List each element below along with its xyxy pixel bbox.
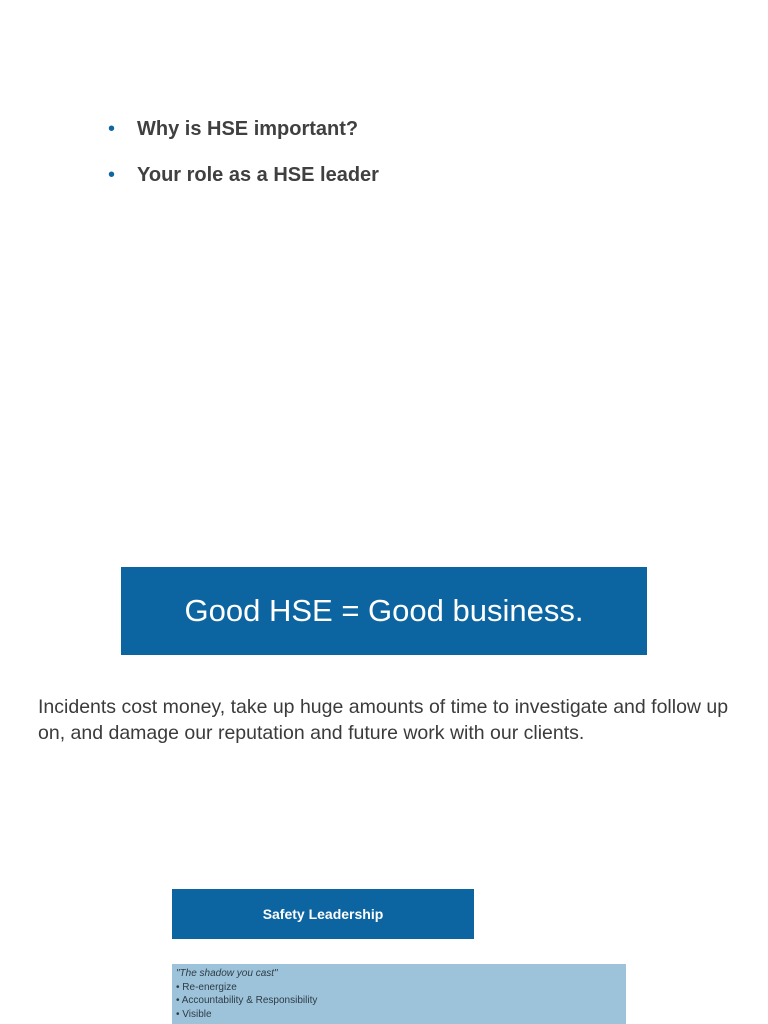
agenda-list (108, 116, 379, 208)
agenda-item-label: Your role as a HSE leader (137, 164, 379, 186)
shadow-item-visible: • Visible (176, 1008, 212, 1020)
agenda-item-why-hse (108, 116, 379, 142)
hse-banner-text: Good HSE = Good business. (184, 593, 584, 628)
safety-leadership-title: Safety Leadership (262, 906, 384, 922)
agenda-item-label: Why is HSE important? (137, 118, 359, 140)
bullet-icon: • (108, 118, 116, 140)
safety-leadership-header (172, 889, 474, 939)
hse-banner (121, 567, 647, 655)
shadow-item-re-energize: • Re-energize (176, 981, 237, 993)
shadow-you-cast-box (172, 964, 626, 1024)
bullet-icon: • (108, 164, 116, 186)
shadow-item-accountability: • Accountability & Responsibility (176, 995, 318, 1006)
shadow-quote: "The shadow you cast" (176, 968, 278, 979)
incidents-paragraph: Incidents cost money, take up huge amounts of time to investigate and follow up on, and damage our reputation and future work with our clients. (38, 696, 729, 744)
agenda-item-your-role (108, 162, 379, 188)
